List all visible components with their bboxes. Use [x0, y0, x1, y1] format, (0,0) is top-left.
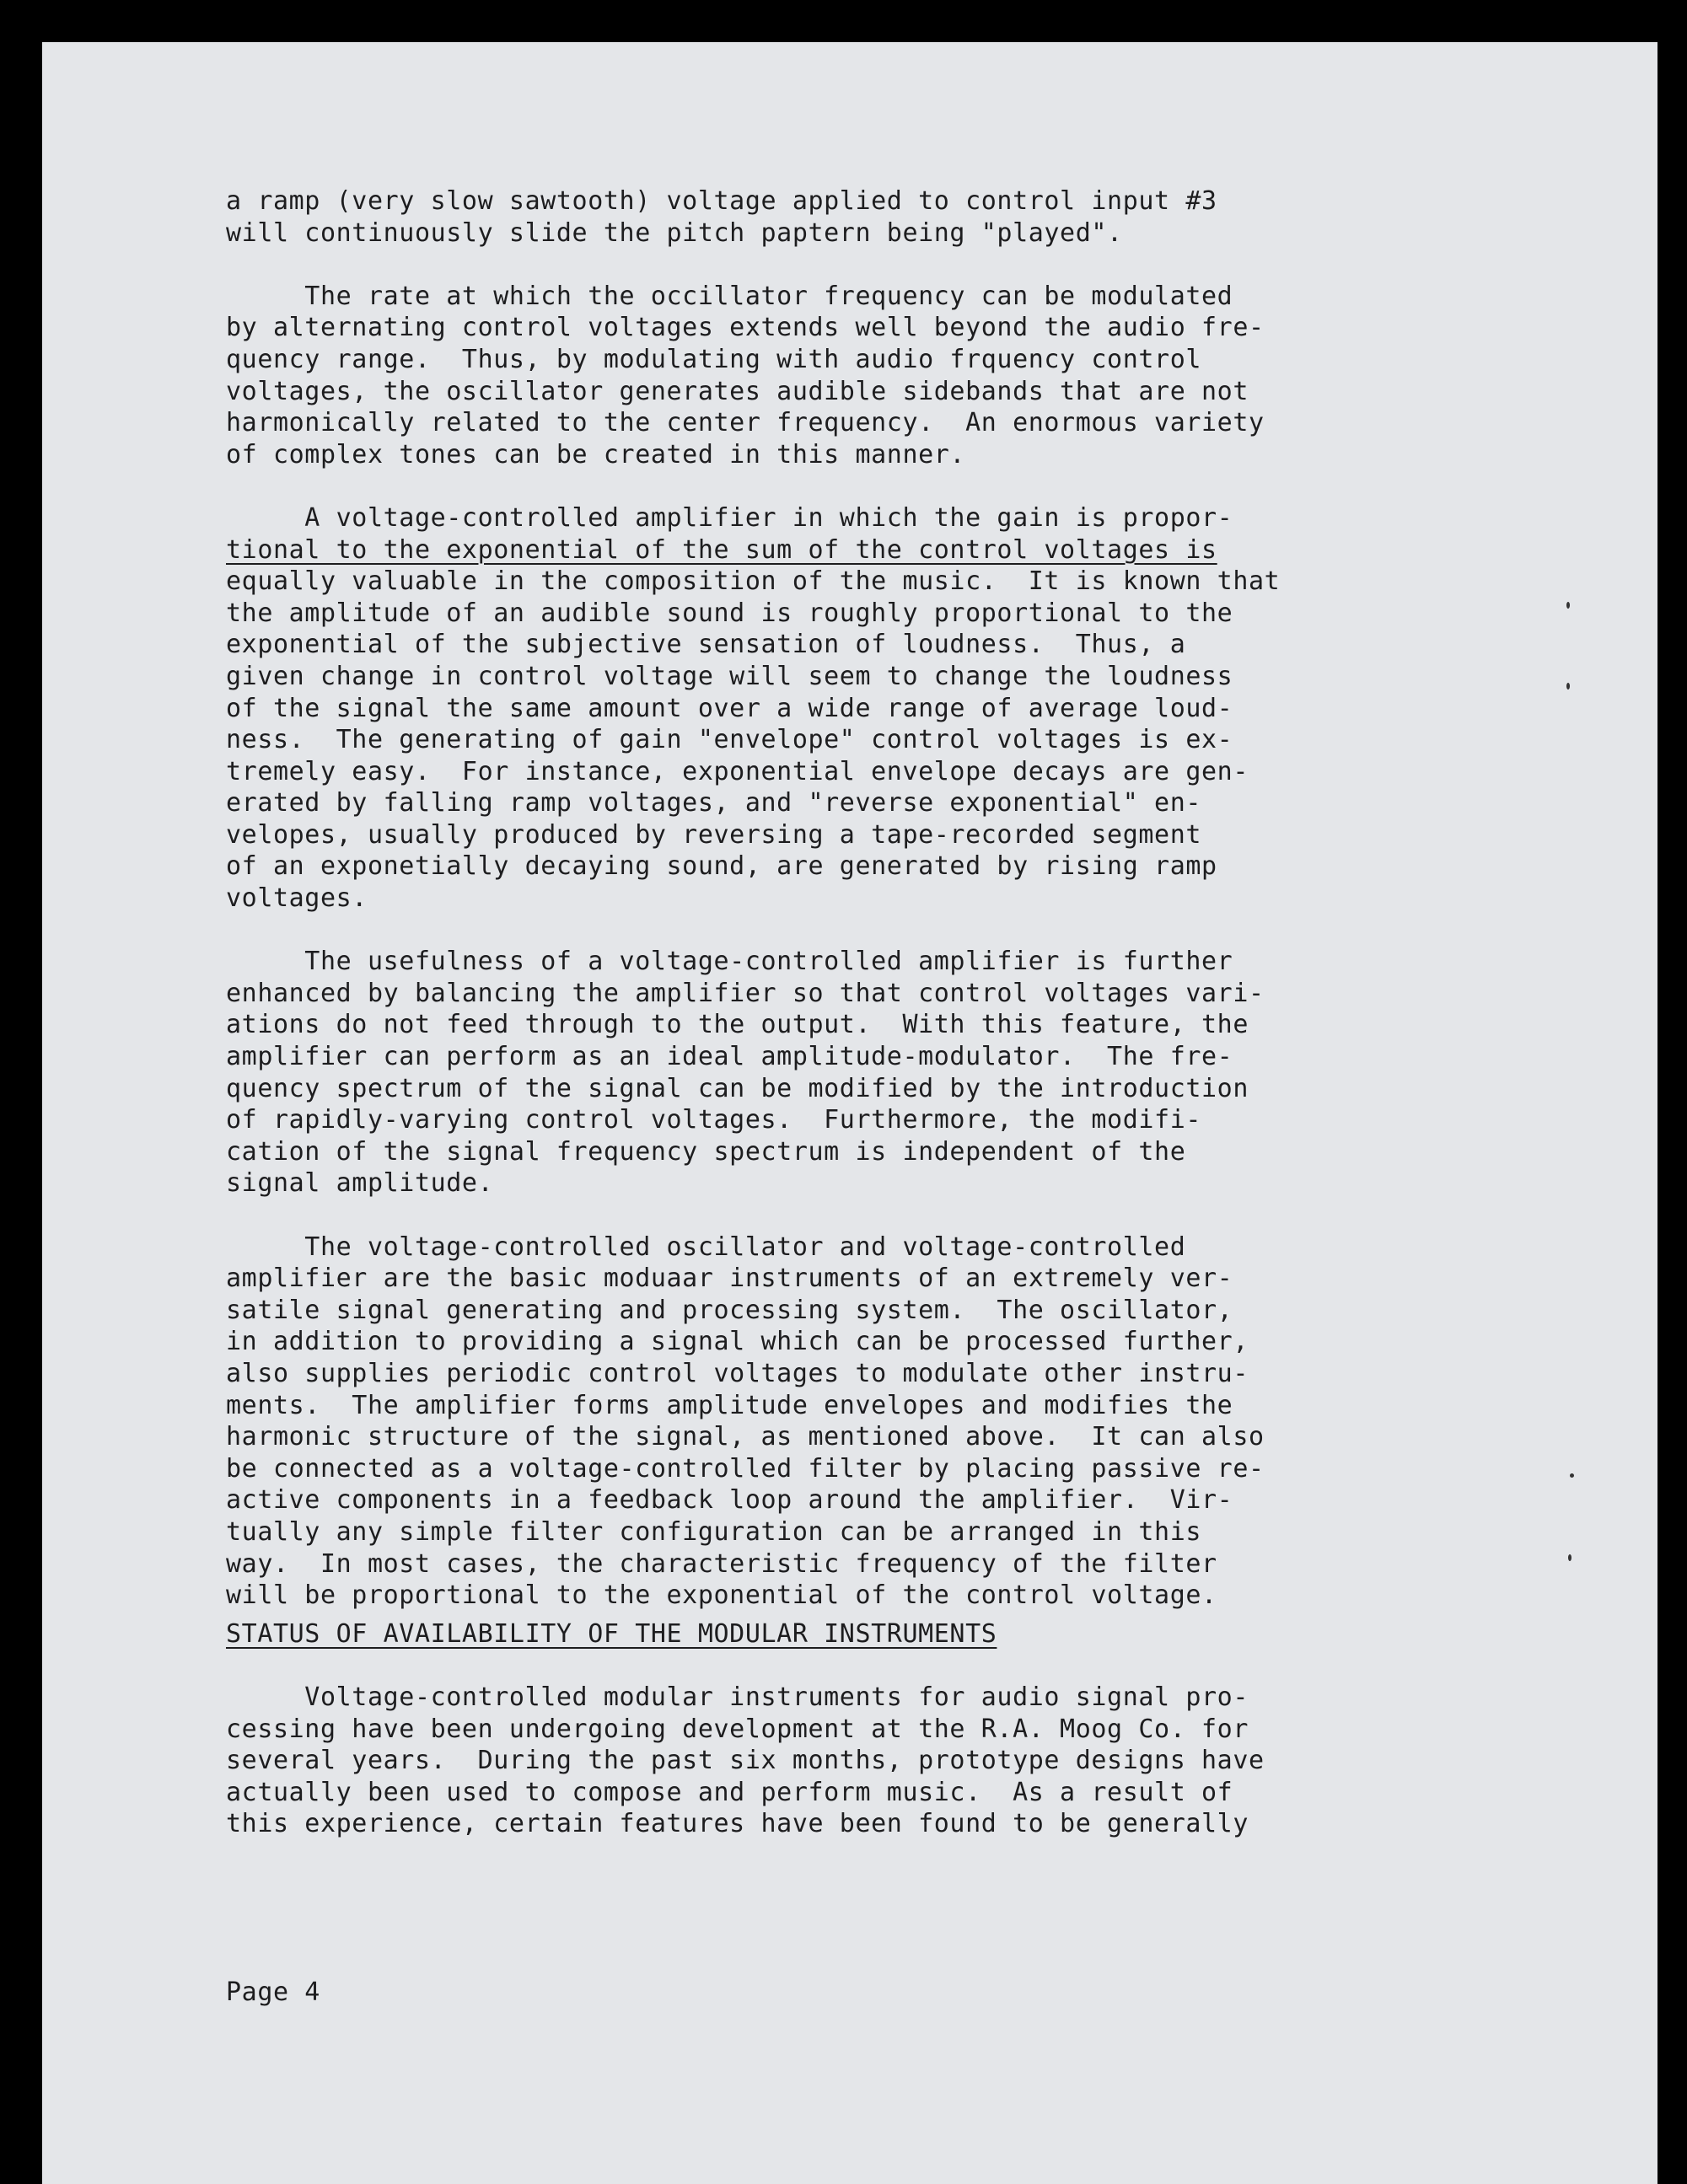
text-line: A voltage-controlled amplifier in which the gain is propor-	[226, 502, 1233, 533]
page-number: Page 4	[226, 1977, 320, 2007]
text-line: satile signal generating and processing system. The oscillator,	[226, 1295, 1233, 1325]
text-line: erated by falling ramp voltages, and "reverse exponential" en-	[226, 788, 1202, 818]
text-line: active components in a feedback loop around the amplifier. Vir-	[226, 1485, 1233, 1516]
text-line: several years. During the past six months, prototype designs have	[226, 1746, 1265, 1776]
text-line: ments. The amplifier forms amplitude envelopes and modifies the	[226, 1390, 1233, 1420]
text-line: exponential of the subjective sensation of loudness. Thus, a	[226, 630, 1186, 660]
section-heading: STATUS OF AVAILABILITY OF THE MODULAR INSTRUMENTS	[226, 1618, 997, 1649]
text-line: harmonic structure of the signal, as mentioned above. It can also	[226, 1422, 1265, 1452]
paragraph-6	[226, 1682, 1575, 1840]
body-text	[226, 185, 1575, 1840]
text-line: harmonically related to the center frequency. An enormous variety	[226, 408, 1265, 438]
text-line: ations do not feed through to the output. With this feature, the	[226, 1010, 1249, 1040]
text-line: in addition to providing a signal which can be processed further,	[226, 1327, 1249, 1357]
text-line: a ramp (very slow sawtooth) voltage applied to control input #3	[226, 186, 1217, 216]
text-line: The voltage-controlled oscillator and voltage-controlled	[226, 1232, 1186, 1262]
text-line: of the signal the same amount over a wide range of average loud-	[226, 693, 1233, 723]
text-line: enhanced by balancing the amplifier so that control voltages vari-	[226, 978, 1265, 1008]
text-line: this experience, certain features have been found to be generally	[226, 1809, 1249, 1839]
text-line: quency spectrum of the signal can be modified by the introduction	[226, 1073, 1249, 1103]
text-line: The rate at which the occillator frequency can be modulated	[226, 281, 1233, 311]
text-line: the amplitude of an audible sound is roughly proportional to the	[226, 598, 1233, 628]
text-line: velopes, usually produced by reversing a tape-recorded segment	[226, 819, 1202, 850]
text-line: signal amplitude.	[226, 1168, 494, 1199]
paragraph-5	[226, 1232, 1575, 1612]
text-line: ness. The generating of gain "envelope" control voltages is ex-	[226, 725, 1233, 755]
text-line: The usefulness of a voltage-controlled amplifier is further	[226, 947, 1233, 977]
text-line: will continuously slide the pitch paptern being "played".	[226, 217, 1123, 248]
text-line: also supplies periodic control voltages to modulate other instru-	[226, 1358, 1249, 1388]
paragraph-2	[226, 281, 1575, 471]
text-line: of complex tones can be created in this manner.	[226, 439, 966, 470]
text-line: tremely easy. For instance, exponential envelope decays are gen-	[226, 756, 1249, 786]
text-line: cessing have been undergoing development at the R.A. Moog Co. for	[226, 1714, 1249, 1744]
text-line: will be proportional to the exponential of the control voltage.	[226, 1580, 1217, 1611]
text-line: quency range. Thus, by modulating with audio frquency control	[226, 344, 1202, 374]
paragraph-4	[226, 946, 1575, 1199]
paragraph-3	[226, 502, 1575, 915]
text-line: way. In most cases, the characteristic frequency of the filter	[226, 1548, 1217, 1579]
text-line-underlined: tional to the exponential of the sum of the control voltages is	[226, 534, 1217, 565]
text-line: of an exponetially decaying sound, are generated by rising ramp	[226, 851, 1217, 882]
text-line: cation of the signal frequency spectrum is independent of the	[226, 1136, 1186, 1167]
text-line: Voltage-controlled modular instruments for audio signal pro-	[226, 1682, 1249, 1712]
text-line: actually been used to compose and perform music. As a result of	[226, 1777, 1233, 1807]
text-line: equally valuable in the composition of the music. It is known that	[226, 566, 1281, 597]
paragraph-1	[226, 185, 1575, 249]
text-line: amplifier are the basic moduaar instruments of an extremely ver-	[226, 1264, 1233, 1294]
text-line: be connected as a voltage-controlled filter by placing passive re-	[226, 1453, 1265, 1484]
text-line: of rapidly-varying control voltages. Furthermore, the modifi-	[226, 1105, 1202, 1135]
text-line: tually any simple filter configuration can be arranged in this	[226, 1516, 1202, 1547]
document-page	[42, 42, 1657, 2184]
text-line: voltages.	[226, 883, 368, 914]
text-line: by alternating control voltages extends well beyond the audio fre-	[226, 313, 1265, 343]
text-line: amplifier can perform as an ideal amplitude-modulator. The fre-	[226, 1042, 1233, 1072]
text-line: voltages, the oscillator generates audible sidebands that are not	[226, 376, 1249, 406]
text-line: given change in control voltage will seem to change the loudness	[226, 661, 1233, 691]
